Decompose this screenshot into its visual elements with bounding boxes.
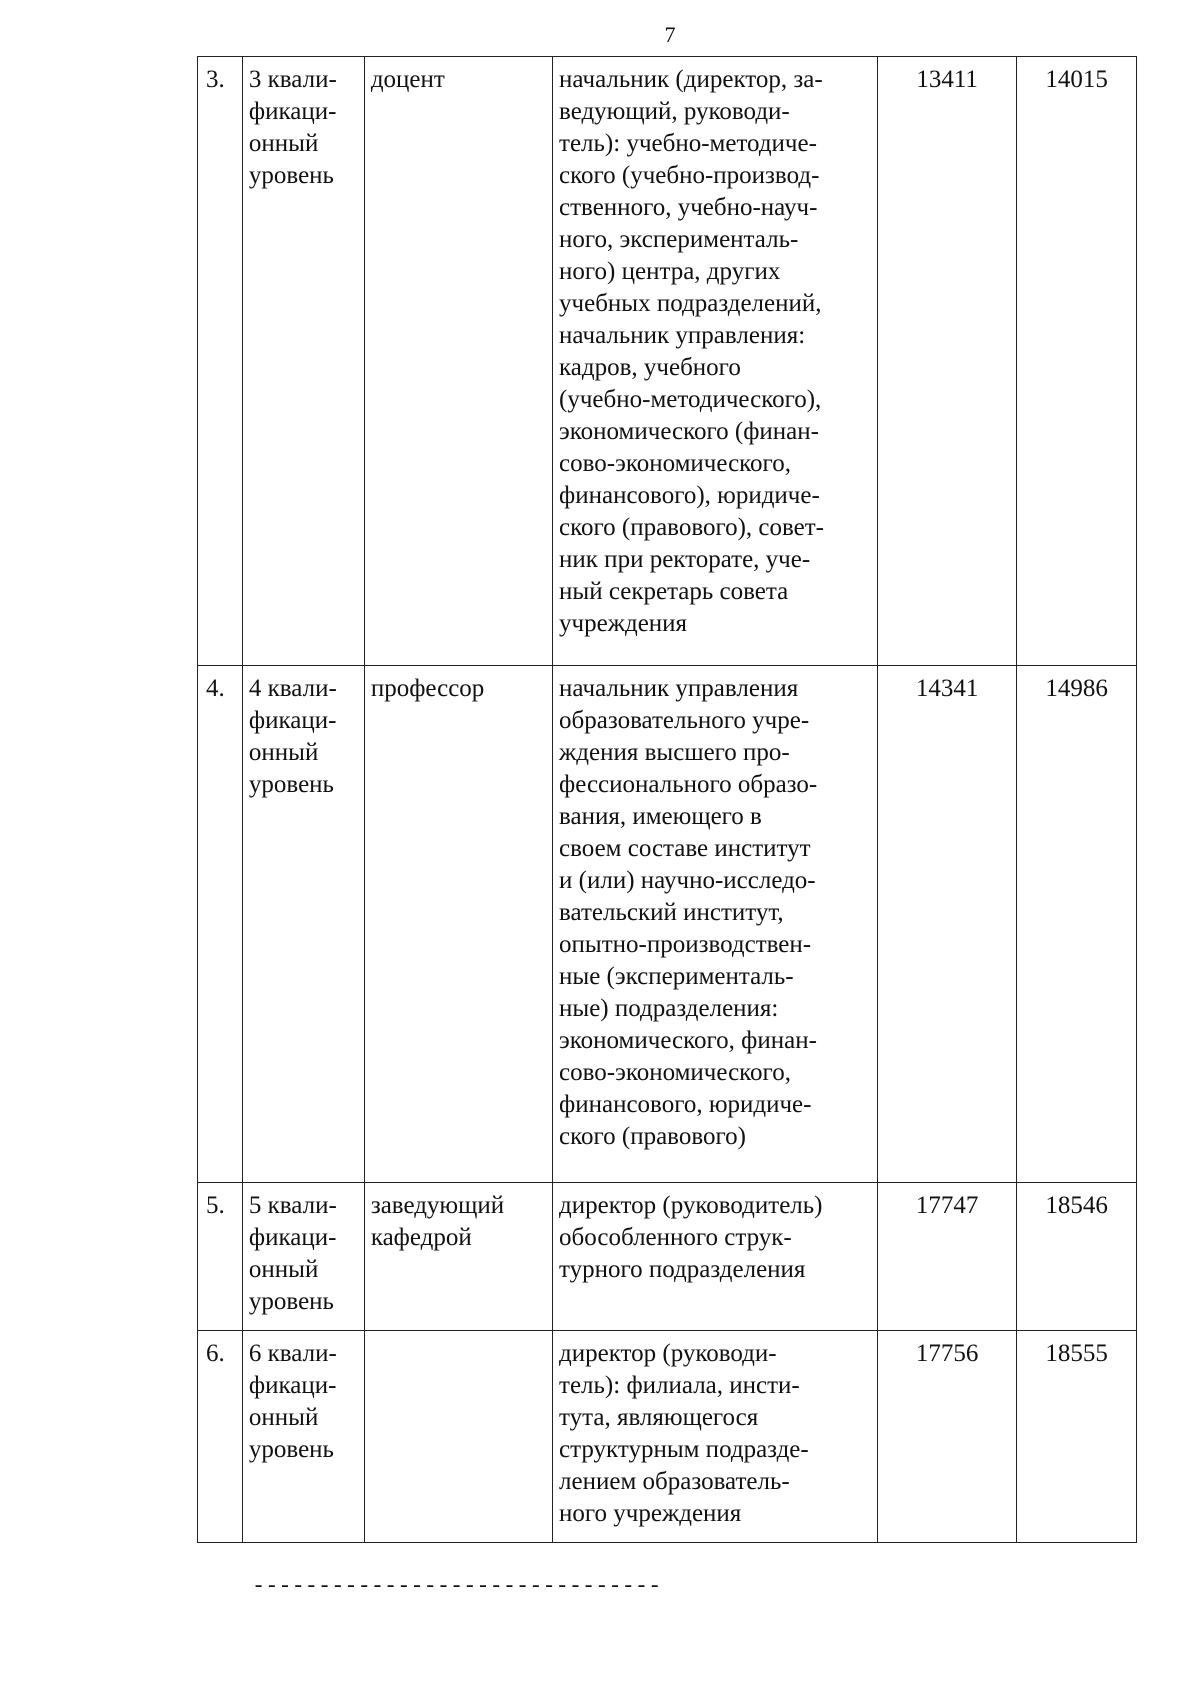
qualification-level: 3 квали- фикаци- онный уровень xyxy=(242,57,364,666)
table-row xyxy=(198,1183,1137,1331)
salary-value-2: 14015 xyxy=(1017,57,1137,666)
position-description: начальник управления образовательного учре- ждения высшего про- фессионального образо- вания, имеющего в своем составе институт и (или) научно-исследо- вательский институт, опытно-производствен- ные (эксперименталь- ные) подразделения: экономического, финан- сово-экономического, финансового, юридиче- ского (правового) xyxy=(553,666,878,1183)
row-number: 5. xyxy=(198,1183,243,1331)
position-name xyxy=(364,1331,552,1543)
page-number: 7 xyxy=(664,22,676,47)
salary-value-1: 14341 xyxy=(878,666,1017,1183)
position-description: начальник (директор, за- ведующий, руководи- тель): учебно-методиче- ского (учебно-производ- ственного, учебно-науч- ного, эксперименталь- ного) центра, других учебных подразделений, начальник управления: кадров, учебного (учебно-методического), экономического (финан- сово-экономического, финансового), юридиче- ского (правового), совет- ник при ректорате, уче- ный секретарь совета учреждения xyxy=(553,57,878,666)
salary-value-1: 17756 xyxy=(878,1331,1017,1543)
qualification-level: 6 квали- фикаци- онный уровень xyxy=(242,1331,364,1543)
salary-value-2: 18555 xyxy=(1017,1331,1137,1543)
row-number: 6. xyxy=(198,1331,243,1543)
footer-separator-line: ------------------------------- xyxy=(252,1574,662,1599)
position-name: профессор xyxy=(364,666,552,1183)
salary-value-1: 13411 xyxy=(878,57,1017,666)
table-row xyxy=(198,666,1137,1183)
salary-value-2: 14986 xyxy=(1017,666,1137,1183)
table-row xyxy=(198,1331,1137,1543)
row-number: 4. xyxy=(198,666,243,1183)
position-description: директор (руководи- тель): филиала, инсти- тута, являющегося структурным подразде- лением образователь- ного учреждения xyxy=(553,1331,878,1543)
qualification-level: 5 квали- фикаци- онный уровень xyxy=(242,1183,364,1331)
salary-value-2: 18546 xyxy=(1017,1183,1137,1331)
qualification-level: 4 квали- фикаци- онный уровень xyxy=(242,666,364,1183)
position-name: заведующий кафедрой xyxy=(364,1183,552,1331)
row-number: 3. xyxy=(198,57,243,666)
salary-value-1: 17747 xyxy=(878,1183,1017,1331)
position-description: директор (руководитель) обособленного струк- турного подразделения xyxy=(553,1183,878,1331)
qualification-table xyxy=(197,56,1137,1543)
position-name: доцент xyxy=(364,57,552,666)
table-row xyxy=(198,57,1137,666)
